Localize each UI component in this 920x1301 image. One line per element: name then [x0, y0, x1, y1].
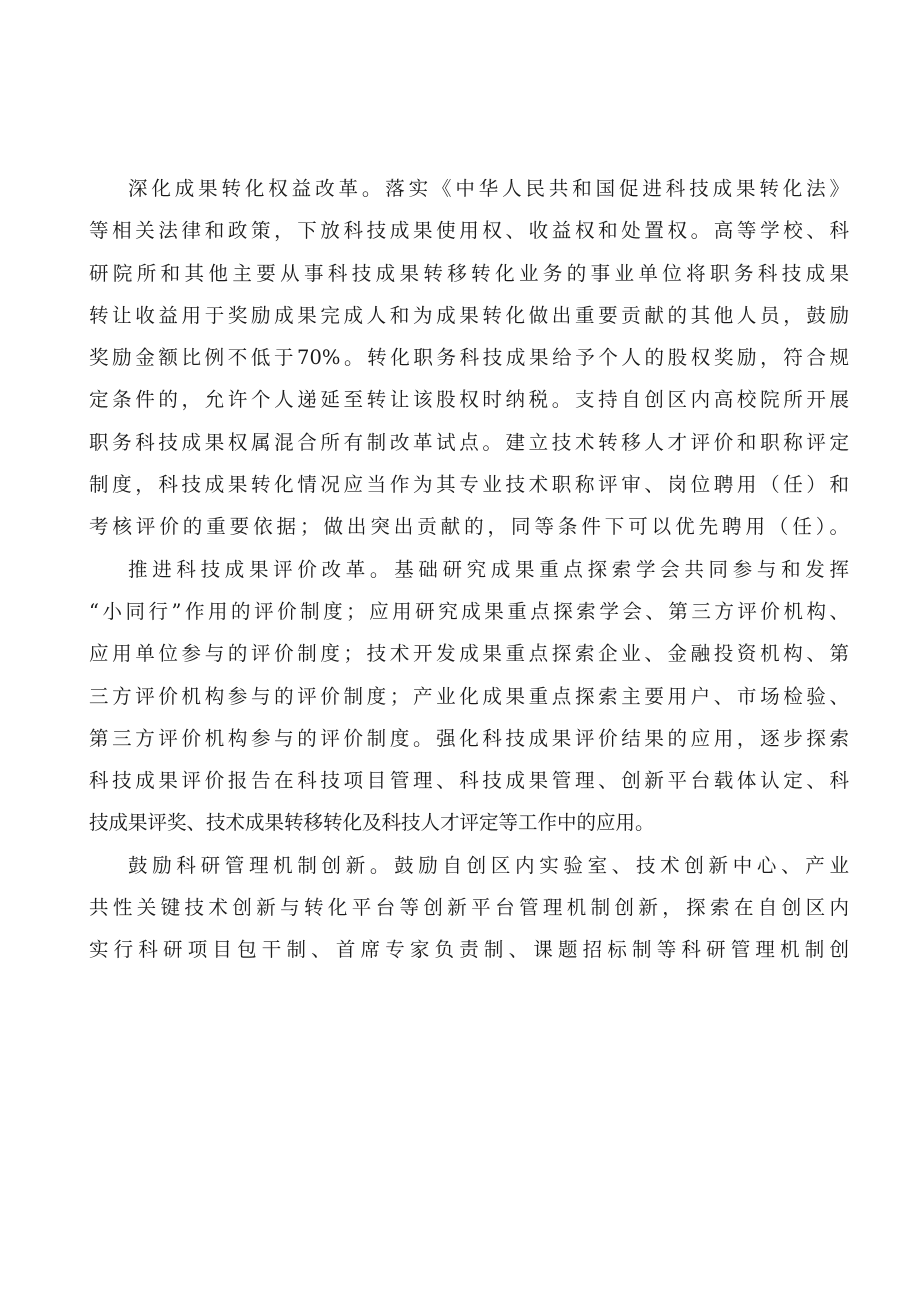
text-line: 共性关键技术创新与转化平台等创新平台管理机制创新，探索在自创区内	[89, 896, 849, 920]
text-line: “小同行”作用的评价制度；应用研究成果重点探索学会、第三方评价机构、	[89, 599, 849, 623]
text-line: 考核评价的重要依据；做出突出贡献的，同等条件下可以优先聘用（任）。	[89, 515, 849, 539]
text-line: 定条件的，允许个人递延至转让该股权时纳税。支持自创区内高校院所开展	[89, 388, 849, 412]
paragraph-management-innovation	[89, 845, 849, 972]
paragraph-equity-reform	[89, 168, 849, 549]
text-line: 技成果评奖、技术成果转移转化及科技人才评定等工作中的应用。	[89, 811, 655, 835]
paragraph-evaluation-reform	[89, 549, 849, 845]
text-line: 三方评价机构参与的评价制度；产业化成果重点探索主要用户、市场检验、	[89, 684, 849, 708]
text-line: 制度，科技成果转化情况应当作为其专业技术职称评审、岗位聘用（任）和	[89, 473, 849, 497]
text-line: 实行科研项目包干制、首席专家负责制、课题招标制等科研管理机制创	[89, 938, 849, 962]
text-line: 研院所和其他主要从事科技成果转移转化业务的事业单位将职务科技成果	[89, 261, 849, 285]
text-line: 等相关法律和政策，下放科技成果使用权、收益权和处置权。高等学校、科	[89, 219, 849, 243]
text-line: 转让收益用于奖励成果完成人和为成果转化做出重要贡献的其他人员，鼓励	[89, 303, 849, 327]
text-line: 应用单位参与的评价制度；技术开发成果重点探索企业、金融投资机构、第	[89, 642, 849, 666]
text-line: 推进科技成果评价改革。基础研究成果重点探索学会共同参与和发挥	[128, 557, 849, 581]
text-line: 鼓励科研管理机制创新。鼓励自创区内实验室、技术创新中心、产业	[128, 853, 849, 877]
text-line: 奖励金额比例不低于70%。转化职务科技成果给予个人的股权奖励，符合规	[89, 346, 849, 370]
document-body	[89, 168, 849, 972]
text-line: 职务科技成果权属混合所有制改革试点。建立技术转移人才评价和职称评定	[89, 430, 849, 454]
text-line: 深化成果转化权益改革。落实《中华人民共和国促进科技成果转化法》	[128, 177, 849, 200]
text-line: 科技成果评价报告在科技项目管理、科技成果管理、创新平台载体认定、科	[89, 769, 849, 793]
text-line: 第三方评价机构参与的评价制度。强化科技成果评价结果的应用，逐步探索	[89, 726, 849, 750]
